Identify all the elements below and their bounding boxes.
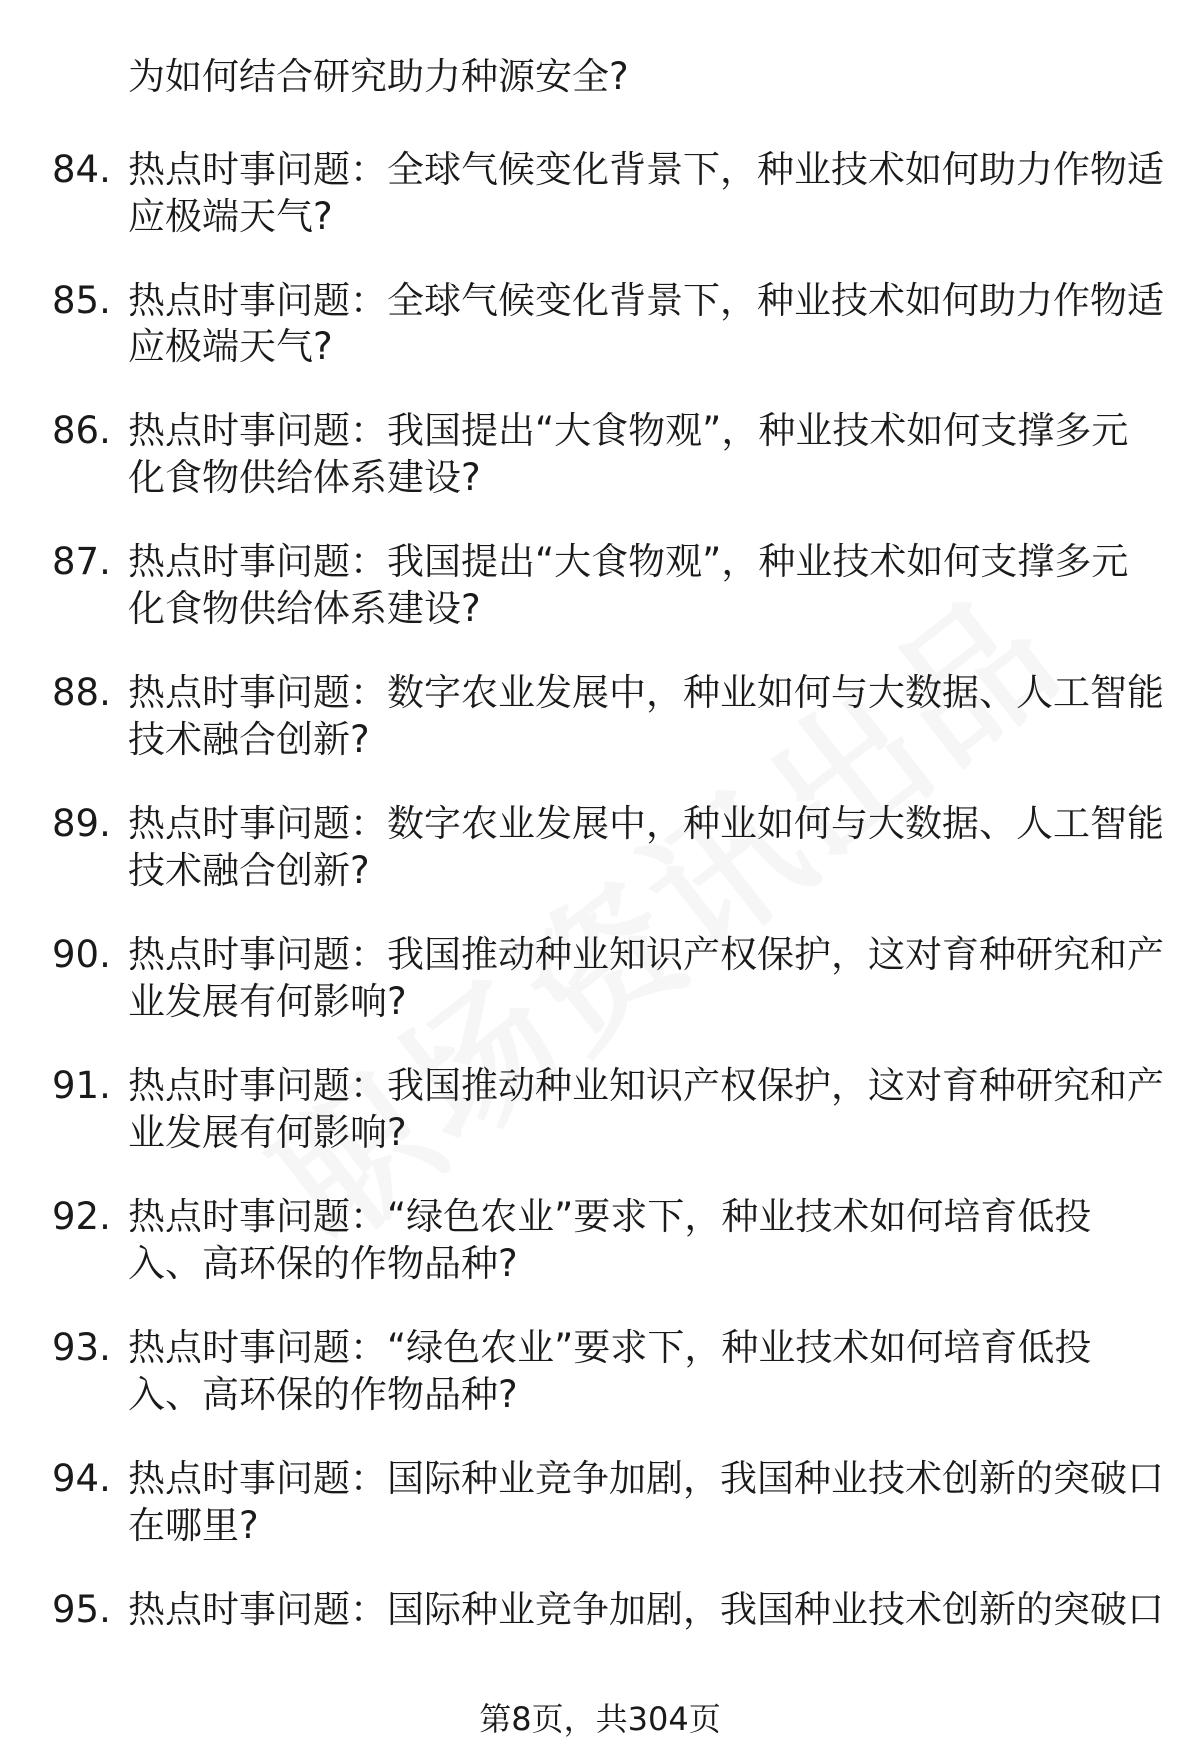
question-text-line2: 业发展有何影响? bbox=[128, 1111, 407, 1154]
question-text-line2: 入、高环保的作物品种? bbox=[128, 1242, 518, 1285]
question-text-line2: 技术融合创新? bbox=[128, 849, 370, 892]
question-text-line1: 热点时事问题：我国提出“大食物观”，种业技术如何支撑多元 bbox=[128, 540, 1129, 583]
question-text-line2: 应极端天气? bbox=[128, 325, 333, 368]
question-text-line1: 热点时事问题：我国推动种业知识产权保护，这对育种研究和产 bbox=[128, 1064, 1164, 1107]
page-footer: 第8页，共304页 bbox=[479, 1700, 721, 1738]
question-number: 88. bbox=[52, 671, 111, 714]
question-number: 87. bbox=[52, 540, 111, 583]
question-number: 89. bbox=[52, 802, 111, 845]
question-text-line1: 热点时事问题：数字农业发展中，种业如何与大数据、人工智能 bbox=[128, 671, 1164, 714]
question-number: 84. bbox=[52, 148, 111, 191]
question-text-line2: 业发展有何影响? bbox=[128, 980, 407, 1023]
question-number: 95. bbox=[52, 1588, 111, 1631]
question-number: 90. bbox=[52, 933, 111, 976]
question-number: 86. bbox=[52, 409, 111, 452]
question-text-line1: 热点时事问题：“绿色农业”要求下，种业技术如何培育低投 bbox=[128, 1195, 1092, 1238]
question-text-line1: 热点时事问题：全球气候变化背景下，种业技术如何助力作物适 bbox=[128, 279, 1164, 322]
question-text-line2: 化食物供给体系建设? bbox=[128, 587, 481, 630]
question-text-line1: 热点时事问题：我国推动种业知识产权保护，这对育种研究和产 bbox=[128, 933, 1164, 976]
question-text-line1: 热点时事问题：全球气候变化背景下，种业技术如何助力作物适 bbox=[128, 148, 1164, 191]
question-text-line1: 热点时事问题：数字农业发展中，种业如何与大数据、人工智能 bbox=[128, 802, 1164, 845]
question-text-line2: 在哪里? bbox=[128, 1504, 259, 1547]
question-text-line2: 化食物供给体系建设? bbox=[128, 456, 481, 499]
question-number: 85. bbox=[52, 279, 111, 322]
question-text-line1: 热点时事问题：国际种业竞争加剧，我国种业技术创新的突破口 bbox=[128, 1588, 1164, 1631]
question-text-line1: 热点时事问题：我国提出“大食物观”，种业技术如何支撑多元 bbox=[128, 409, 1129, 452]
question-number: 92. bbox=[52, 1195, 111, 1238]
question-number: 94. bbox=[52, 1457, 111, 1500]
question-text-line1: 热点时事问题：“绿色农业”要求下，种业技术如何培育低投 bbox=[128, 1326, 1092, 1369]
question-text-line2: 应极端天气? bbox=[128, 195, 333, 238]
question-text-line1: 热点时事问题：国际种业竞争加剧，我国种业技术创新的突破口 bbox=[128, 1457, 1164, 1500]
question-text-line2: 入、高环保的作物品种? bbox=[128, 1373, 518, 1416]
question-text-line2: 技术融合创新? bbox=[128, 718, 370, 761]
question-number: 91. bbox=[52, 1064, 111, 1107]
question-number: 93. bbox=[52, 1326, 111, 1369]
continuation-line: 为如何结合研究助力种源安全? bbox=[128, 55, 629, 98]
